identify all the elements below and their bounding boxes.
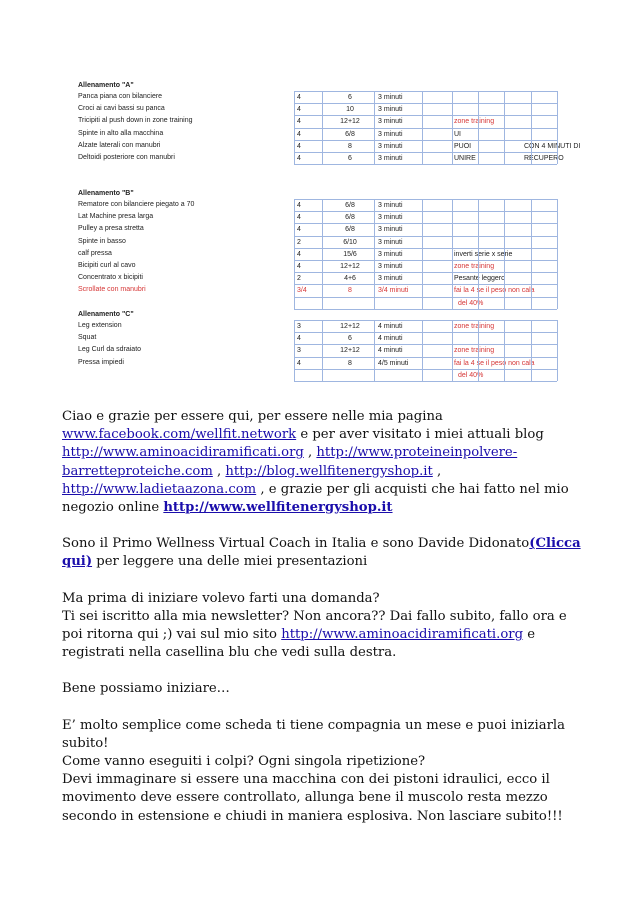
rest-cell: 3 minuti — [378, 275, 403, 283]
reps-cell: 12+12 — [340, 323, 360, 330]
sets-cell: 4 — [297, 155, 301, 162]
note-cell-extra: del 40% — [458, 371, 484, 379]
exercise-name: Spinte in alto alla macchina — [78, 129, 164, 137]
reps-cell: 6 — [348, 94, 352, 101]
separator: , — [303, 445, 317, 461]
rest-cell: 3 minuti — [378, 250, 403, 258]
exercise-name: calf pressa — [78, 249, 112, 257]
grid-vertical-line — [478, 91, 479, 164]
sets-cell: 2 — [297, 275, 301, 283]
paragraph-coach — [62, 535, 582, 571]
note-cell: zone training — [454, 263, 495, 270]
exercise-name: Rematore con bilanciere piegato a 70 — [78, 201, 195, 208]
reps-cell: 6/8 — [345, 202, 355, 209]
exercise-name: Concentrato x bicipiti — [78, 274, 143, 282]
grid-vertical-line — [422, 320, 423, 381]
rest-cell: 3 minuti — [378, 214, 403, 222]
rest-cell: 3 minuti — [378, 106, 403, 114]
note-cell-extra: del 40% — [458, 299, 484, 307]
note-cell: PUOI — [454, 142, 472, 150]
rest-cell: 4 minuti — [378, 347, 403, 355]
sets-cell: 4 — [297, 130, 301, 138]
reps-cell: 6/8 — [345, 214, 355, 222]
rest-cell: 3 minuti — [378, 238, 403, 246]
reps-cell: 6/8 — [345, 226, 355, 234]
proteine-link[interactable]: http://www.proteineinpolvere-barretteproteiche.com — [62, 445, 518, 479]
grid-vertical-line — [294, 199, 295, 309]
sets-cell: 4 — [297, 263, 301, 270]
reps-cell: 8 — [348, 142, 352, 150]
note-cell — [454, 212, 564, 224]
reps-cell: 10 — [346, 106, 354, 114]
workout-section-title: Allenamento "C" — [78, 311, 134, 318]
note-cell: fai la 4 se il peso non cala — [454, 287, 535, 295]
instructions-text-2: Come vanno eseguiti i colpi? Ogni singola ripetizione? — [62, 754, 426, 770]
note-cell: UNIRE — [454, 155, 476, 162]
rest-cell: 3 minuti — [378, 142, 403, 150]
grid-vertical-line — [452, 91, 453, 164]
grid-vertical-line — [478, 320, 479, 381]
sets-cell: 4 — [297, 214, 301, 222]
workout-grid — [294, 199, 557, 310]
exercise-name: Squat — [78, 334, 97, 342]
workout-section-title: Allenamento "B" — [78, 190, 134, 197]
grid-vertical-line — [557, 199, 558, 309]
note2-cell: CON 4 MINUTI DI — [524, 142, 581, 150]
note-cell: UI — [454, 130, 461, 138]
shop-link[interactable]: http://www.wellfitenergyshop.it — [163, 500, 393, 516]
instructions-text-1: E’ molto semplice come scheda ti tiene compagnia un mese e puoi iniziarla subito! — [62, 717, 565, 751]
sets-cell: 4 — [297, 226, 301, 234]
intro-text-2: e per aver visitato i miei attuali blog — [296, 427, 544, 443]
sets-cell: 4 — [297, 142, 301, 150]
reps-cell: 6 — [348, 335, 352, 343]
exercise-name: Deltoidi posteriore con manubri — [78, 154, 175, 161]
grid-bottom-border — [294, 164, 557, 165]
exercise-name: Lat Machine presa larga — [78, 213, 154, 221]
note-cell: fai la 4 se il peso non cala — [454, 359, 535, 367]
sets-cell: 4 — [297, 250, 301, 258]
exercise-name: Croci ai cavi bassi su panca — [78, 105, 165, 113]
exercise-name: Pressa impiedi — [78, 358, 124, 366]
grid-vertical-line — [452, 199, 453, 309]
instructions-text-3: Devi immaginare si essere una macchina con dei pistoni idraulici, ecco il movimento deve essere controllato, allunga bene il muscolo resta mezzo secondo in estensione e chiudi in maniera esplosiva. Non lasciare subito!!! — [62, 772, 563, 824]
note2-cell: RECUPERO — [524, 155, 564, 162]
exercise-name: Spinte in basso — [78, 237, 126, 245]
grid-vertical-line — [531, 91, 532, 164]
paragraph-start: Bene possiamo iniziare… — [62, 681, 230, 697]
grid-vertical-line — [422, 91, 423, 164]
rest-cell: 4 minuti — [378, 335, 403, 343]
exercise-name: Leg Curl da sdraiato — [78, 346, 142, 354]
sets-cell: 4 — [297, 106, 301, 114]
reps-cell: 8 — [348, 359, 352, 367]
grid-vertical-line — [504, 91, 505, 164]
sets-cell: 4 — [297, 335, 301, 343]
reps-cell: 15/6 — [343, 250, 357, 258]
sets-cell: 4 — [297, 94, 301, 101]
reps-cell: 4+6 — [344, 275, 356, 283]
grid-vertical-line — [294, 91, 295, 164]
newsletter-text-2: e registrati nella casellina blu che vedi sulla destra. — [62, 627, 536, 661]
grid-vertical-line — [557, 91, 558, 164]
rest-cell: 3 minuti — [378, 94, 403, 101]
grid-vertical-line — [504, 320, 505, 381]
workout-section-title: Allenamento "A" — [78, 82, 134, 89]
grid-vertical-line — [504, 199, 505, 309]
rest-cell: 3 minuti — [378, 155, 403, 162]
reps-cell: 6 — [348, 155, 352, 162]
newsletter-site-link[interactable]: http://www.aminoacidiramificati.org — [281, 627, 524, 643]
grid-vertical-line — [557, 320, 558, 381]
grid-vertical-line — [374, 199, 375, 309]
paragraph-instructions — [62, 717, 582, 826]
sets-cell: 4 — [297, 118, 301, 126]
note-cell — [454, 237, 564, 249]
rest-cell: 4/5 minuti — [378, 359, 409, 367]
note-cell — [454, 224, 564, 236]
sets-cell: 4 — [297, 202, 301, 209]
intro-text-3: , e grazie per gli acquisti che hai fatto nel mio negozio online — [62, 481, 569, 516]
clicca-qui-link[interactable]: (Clicca qui) — [62, 536, 581, 570]
grid-vertical-line — [322, 320, 323, 381]
exercise-name: Panca piana con bilanciere — [78, 93, 163, 100]
grid-vertical-line — [294, 320, 295, 381]
note-cell: zone training — [454, 118, 495, 126]
exercise-name: Pulley a presa stretta — [78, 225, 144, 233]
rest-cell: 3 minuti — [378, 202, 403, 209]
grid-vertical-line — [374, 320, 375, 381]
reps-cell: 12+12 — [340, 118, 360, 126]
reps-cell: 6/8 — [345, 130, 355, 138]
workout-grid — [294, 91, 581, 165]
sets-cell: 4 — [297, 359, 301, 367]
reps-cell: 8 — [348, 287, 352, 295]
dieta-link[interactable]: http://www.ladietaazona.com — [62, 481, 257, 497]
rest-cell: 3 minuti — [378, 118, 403, 126]
note-cell — [454, 200, 564, 212]
grid-vertical-line — [531, 199, 532, 309]
sets-cell: 3/4 — [297, 287, 307, 295]
separator: , — [212, 463, 226, 479]
grid-vertical-line — [422, 199, 423, 309]
sets-cell: 2 — [297, 238, 301, 246]
newsletter-question: Ma prima di iniziare volevo farti una domanda? — [62, 590, 380, 606]
rest-cell: 3 minuti — [378, 226, 403, 234]
rest-cell: 3 minuti — [378, 130, 403, 138]
exercise-name: Alzate laterali con manubri — [78, 141, 161, 149]
facebook-link[interactable]: www.facebook.com/wellfit.network — [62, 427, 297, 443]
grid-bottom-border — [294, 381, 557, 382]
coach-text-2: per leggere una delle miei presentazioni — [92, 554, 368, 570]
rest-cell: 3 minuti — [378, 263, 403, 270]
sets-cell: 3 — [297, 323, 301, 330]
reps-cell: 6/10 — [343, 238, 357, 246]
coach-text: Sono il Primo Wellness Virtual Coach in Italia e sono Davide Didonato — [62, 536, 530, 552]
workout-table-image — [68, 77, 581, 397]
workout-grid — [294, 320, 557, 382]
note-cell: inverti serie x serie — [454, 250, 513, 258]
grid-bottom-border — [294, 309, 557, 310]
note-cell — [454, 92, 564, 104]
note-cell — [454, 104, 564, 116]
note-cell: zone training — [454, 347, 495, 355]
reps-cell: 12+12 — [340, 347, 360, 355]
grid-vertical-line — [322, 91, 323, 164]
grid-vertical-line — [322, 199, 323, 309]
reps-cell: 12+12 — [340, 263, 360, 270]
grid-vertical-line — [374, 91, 375, 164]
aminoacidi-link[interactable]: http://www.aminoacidiramificati.org — [62, 445, 304, 461]
grid-vertical-line — [452, 320, 453, 381]
blog-link[interactable]: http://blog.wellfitenergyshop.it — [225, 463, 433, 479]
exercise-name: Bicipiti curl al cavo — [78, 262, 136, 269]
rest-cell: 3/4 minuti — [378, 287, 409, 295]
separator: , — [432, 463, 442, 479]
paragraph-intro — [62, 408, 582, 517]
exercise-name: Tricipiti al push down in zone training — [78, 117, 193, 125]
article-body — [62, 408, 582, 844]
paragraph-newsletter — [62, 590, 582, 663]
note-cell — [454, 333, 564, 345]
note-cell: zone training — [454, 323, 495, 330]
intro-text: Ciao e grazie per essere qui, per essere nelle mia pagina — [62, 409, 443, 424]
rest-cell: 4 minuti — [378, 323, 403, 330]
newsletter-text: Ti sei iscritto alla mia newsletter? Non ancora?? Dai fallo subito, fallo ora e poi ritorna qui ;) vai sul mio sito — [62, 608, 567, 643]
exercise-name: Leg extension — [78, 322, 122, 329]
note-cell: Pesante leggero — [454, 275, 505, 283]
grid-vertical-line — [478, 199, 479, 309]
grid-vertical-line — [531, 320, 532, 381]
sets-cell: 3 — [297, 347, 301, 355]
exercise-name: Scrollate con manubri — [78, 286, 146, 294]
